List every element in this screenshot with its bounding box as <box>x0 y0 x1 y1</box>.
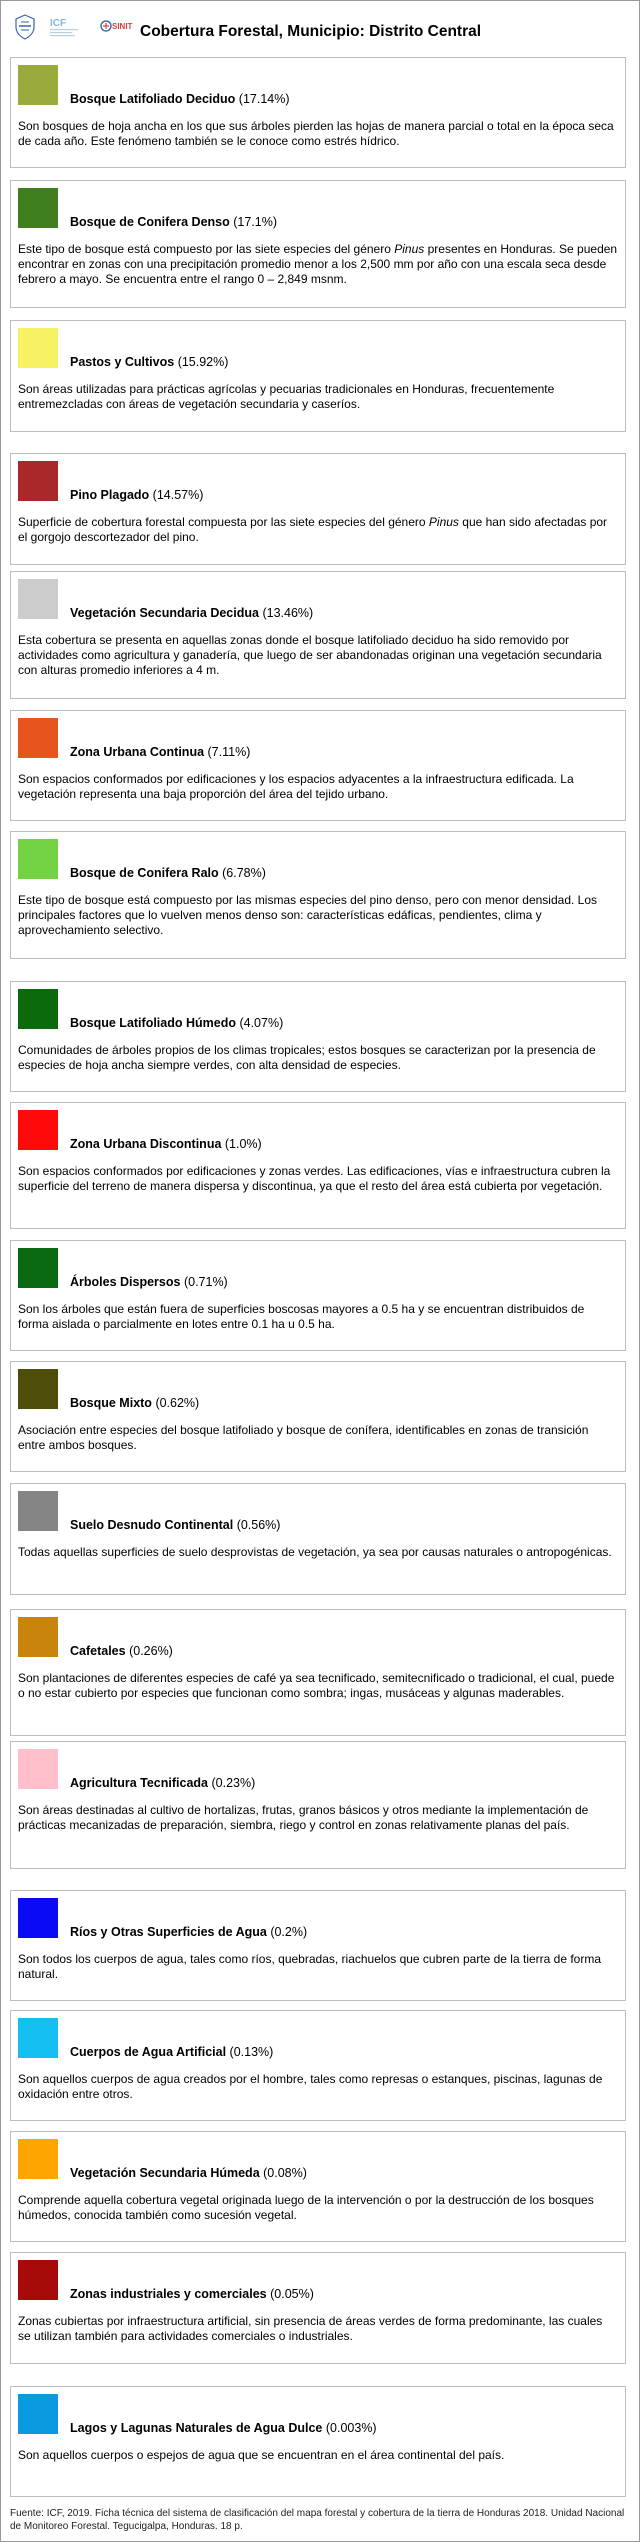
svg-text:ICF: ICF <box>50 18 67 29</box>
category-card <box>10 1741 626 1869</box>
category-card <box>10 1890 626 2001</box>
category-title <box>70 1396 199 1410</box>
category-title <box>70 606 313 620</box>
description-text: Son bosques de hoja ancha en los que sus árboles pierden las hojas de manera parcial o total en la época seca de cada año. Este fenómeno también se le conoce como estrés hídrico. <box>18 119 614 148</box>
category-percent: (0.26%) <box>129 1644 173 1658</box>
category-percent: (0.08%) <box>263 2166 307 2180</box>
category-name: Vegetación Secundaria Húmeda <box>70 2166 260 2180</box>
svg-text:SINIT: SINIT <box>112 22 133 31</box>
category-title <box>70 488 203 502</box>
category-description <box>18 2314 618 2344</box>
color-swatch <box>18 2139 58 2179</box>
category-description <box>18 2193 618 2223</box>
category-name: Suelo Desnudo Continental <box>70 1518 234 1532</box>
category-name: Pastos y Cultivos <box>70 355 175 369</box>
category-percent: (17.14%) <box>238 92 290 106</box>
category-percent: (0.05%) <box>270 2287 314 2301</box>
category-description <box>18 1545 618 1560</box>
category-title <box>70 1016 283 1030</box>
logos <box>8 12 133 44</box>
category-percent: (0.71%) <box>183 1275 228 1289</box>
category-title <box>70 1518 280 1532</box>
category-name: Ríos y Otras Superficies de Agua <box>70 1925 267 1939</box>
category-card <box>10 1609 626 1736</box>
category-description <box>18 1803 618 1833</box>
category-card <box>10 831 626 959</box>
category-card <box>10 180 626 308</box>
description-text: Son aquellos cuerpos de agua creados por el hombre, tales como represas o estanques, piscinas, lagunas de oxidación entre otros. <box>18 2072 603 2101</box>
category-title <box>70 2045 273 2059</box>
category-percent: (6.78%) <box>222 866 266 880</box>
category-percent: (7.11%) <box>207 745 251 759</box>
category-card <box>10 1102 626 1229</box>
category-percent: (0.2%) <box>270 1925 308 1939</box>
category-name: Cuerpos de Agua Artificial <box>70 2045 227 2059</box>
category-card <box>10 2386 626 2497</box>
description-text: Este tipo de bosque está compuesto por las mismas especies del pino denso, pero con menor densidad. Los principales factores que lo vuelven menos denso son: características edáficas, pendientes, clima y aprovechamiento selectivo. <box>18 893 598 937</box>
color-swatch <box>18 718 58 758</box>
color-swatch <box>18 1617 58 1657</box>
category-description <box>18 893 618 938</box>
gobierno-honduras-logo <box>14 14 36 40</box>
category-card <box>10 981 626 1092</box>
description-text: Son todos los cuerpos de agua, tales como ríos, quebradas, riachuelos que cubren parte de la tierra de forma natural. <box>18 1952 602 1981</box>
category-description <box>18 1952 618 1982</box>
category-title <box>70 1644 173 1658</box>
category-description <box>18 772 618 802</box>
category-description <box>18 2448 618 2463</box>
category-name: Bosque de Conifera Ralo <box>70 866 219 880</box>
icf-logo <box>48 16 82 38</box>
category-percent: (0.003%) <box>325 2421 377 2435</box>
category-percent: (0.62%) <box>155 1396 200 1410</box>
category-name: Bosque Mixto <box>70 1396 152 1410</box>
category-percent: (1.0%) <box>224 1137 262 1151</box>
description-text: Son áreas utilizadas para prácticas agrícolas y pecuarias tradicionales en Honduras, frecuentemente entremezcladas con áreas de vegetación secundaria y caseríos. <box>18 382 555 411</box>
category-percent: (15.92%) <box>177 355 229 369</box>
color-swatch <box>18 1749 58 1789</box>
color-swatch <box>18 461 58 501</box>
category-card <box>10 320 626 432</box>
category-name: Zona Urbana Continua <box>70 745 205 759</box>
category-title <box>70 1925 307 1939</box>
page-header <box>0 0 640 52</box>
color-swatch <box>18 2018 58 2058</box>
genus-name: Pinus <box>428 515 459 529</box>
description-text: Son aquellos cuerpos o espejos de agua que se encuentran en el área continental del país. <box>18 2448 505 2462</box>
color-swatch <box>18 1491 58 1531</box>
category-title <box>70 215 277 229</box>
category-title <box>70 2166 307 2180</box>
color-swatch <box>18 65 58 105</box>
color-swatch <box>18 2260 58 2300</box>
description-text: Este tipo de bosque está compuesto por las siete especies del género <box>18 242 395 256</box>
category-title <box>70 1137 262 1151</box>
description-text: Superficie de cobertura forestal compuesta por las siete especies del género <box>18 515 429 529</box>
description-text: Son espacios conformados por edificaciones y zonas verdes. Las edificaciones, vías e infraestructura cubren la superficie del terreno de manera dispersa y discontinua, ya que el resto del área está cubierta por vegetación. <box>18 1164 611 1193</box>
category-card <box>10 453 626 565</box>
description-text: Esta cobertura se presenta en aquellas zonas donde el bosque latifoliado deciduo ha sido removido por actividades como agricultura y ganadería, que luego de ser abandonadas originan una vegetación secundaria con alturas promedio inferiores a 4 m. <box>18 633 602 677</box>
category-name: Árboles Dispersos <box>70 1275 181 1289</box>
category-title <box>70 92 290 106</box>
source-note: Fuente: ICF, 2019. Ficha técnica del sistema de clasificación del mapa forestal y cobertura de la tierra de Honduras 2018. Unidad Nacional de Monitoreo Forestal. Tegucigalpa, Honduras. 18 p. <box>10 2508 625 2532</box>
category-description <box>18 2072 618 2102</box>
description-text: Asociación entre especies del bosque latifoliado y bosque de conífera, identificables en zonas de transición entre ambos bosques. <box>18 1423 589 1452</box>
category-description <box>18 1302 618 1332</box>
category-name: Bosque Latifoliado Húmedo <box>70 1016 236 1030</box>
category-description <box>18 119 618 149</box>
description-text: Todas aquellas superficies de suelo desprovistas de vegetación, ya sea por causas naturales o antropogénicas. <box>18 1545 612 1559</box>
category-card <box>10 710 626 821</box>
category-card <box>10 1240 626 1351</box>
category-title <box>70 866 266 880</box>
color-swatch <box>18 989 58 1029</box>
category-title <box>70 1776 255 1790</box>
description-text: Comprende aquella cobertura vegetal originada luego de la intervención o por la destrucción de los bosques húmedos, conocida también como sucesión vegetal. <box>18 2193 594 2222</box>
category-card <box>10 2252 626 2364</box>
description-text: presentes en Honduras. Se pueden encontrar en zonas con una precipitación promedio menor a los 2,500 mm por año con una escala seca desde febrero a mayo. Se encuentra entre el rango 0 – 2,849 msnm. <box>18 242 618 286</box>
category-name: Vegetación Secundaria Decidua <box>70 606 259 620</box>
category-name: Lagos y Lagunas Naturales de Agua Dulce <box>70 2421 323 2435</box>
category-name: Pino Plagado <box>70 488 150 502</box>
category-card <box>10 571 626 699</box>
category-title <box>70 355 228 369</box>
color-swatch <box>18 188 58 228</box>
category-title <box>70 2287 314 2301</box>
page-title: Cobertura Forestal, Municipio: Distrito Central <box>140 23 482 40</box>
description-text: Son áreas destinadas al cultivo de hortalizas, frutas, granos básicos y otros mediante la implementación de prácticas mecanizadas de preparación, siembra, riego y control en zonas relativamente planas del país. <box>18 1803 589 1832</box>
category-percent: (0.13%) <box>229 2045 274 2059</box>
category-percent: (13.46%) <box>262 606 314 620</box>
category-description <box>18 1164 618 1194</box>
color-swatch <box>18 579 58 619</box>
color-swatch <box>18 1369 58 1409</box>
color-swatch <box>18 839 58 879</box>
category-description <box>18 242 618 287</box>
description-text: Son espacios conformados por edificaciones y los espacios adyacentes a la infraestructura edificada. La vegetación representa una baja proporción del área del tejido urbano. <box>18 772 574 801</box>
description-text: Son plantaciones de diferentes especies de café ya sea tecnificado, semitecnificado o tradicional, el cual, puede o no estar cubierto por especies que funcionan como sombra; ingas, musáceas y algunas maderables. <box>18 1671 615 1700</box>
genus-name: Pinus <box>394 242 425 256</box>
color-swatch <box>18 1898 58 1938</box>
category-percent: (0.56%) <box>236 1518 281 1532</box>
category-name: Bosque Latifoliado Deciduo <box>70 92 236 106</box>
category-card <box>10 1361 626 1472</box>
color-swatch <box>18 1248 58 1288</box>
category-name: Bosque de Conifera Denso <box>70 215 230 229</box>
category-card <box>10 1483 626 1595</box>
category-card <box>10 57 626 168</box>
category-title <box>70 2421 377 2435</box>
description-text: Son los árboles que están fuera de superficies boscosas mayores a 0.5 ha y se encuentran distribuidos de forma aislada o parcialmente en lotes entre 0.1 ha u 0.5 ha. <box>18 1302 585 1331</box>
category-name: Zona Urbana Discontinua <box>70 1137 222 1151</box>
description-text: Comunidades de árboles propios de los climas tropicales; estos bosques se caracterizan por la presencia de especies de hoja ancha siempre verdes, con alta densidad de especies. <box>18 1043 596 1072</box>
description-text: que han sido afectadas por el gorgojo descortezador del pino. <box>18 515 608 544</box>
category-title <box>70 745 250 759</box>
category-percent: (4.07%) <box>239 1016 284 1030</box>
category-name: Cafetales <box>70 1644 126 1658</box>
category-description <box>18 1423 618 1453</box>
category-percent: (0.23%) <box>211 1776 256 1790</box>
sinit-logo <box>100 18 133 34</box>
category-description <box>18 382 618 412</box>
color-swatch <box>18 1110 58 1150</box>
category-percent: (17.1%) <box>233 215 278 229</box>
category-name: Agricultura Tecnificada <box>70 1776 208 1790</box>
category-description <box>18 1671 618 1701</box>
category-card <box>10 2131 626 2242</box>
category-card <box>10 2010 626 2121</box>
color-swatch <box>18 2394 58 2434</box>
category-title <box>70 1275 228 1289</box>
description-text: Zonas cubiertas por infraestructura artificial, sin presencia de áreas verdes de forma predominante, las cuales se utilizan también para actividades comerciales o industriales. <box>18 2314 603 2343</box>
category-description <box>18 1043 618 1073</box>
category-percent: (14.57%) <box>152 488 204 502</box>
color-swatch <box>18 328 58 368</box>
category-description <box>18 633 618 678</box>
category-name: Zonas industriales y comerciales <box>70 2287 267 2301</box>
category-description <box>18 515 618 545</box>
